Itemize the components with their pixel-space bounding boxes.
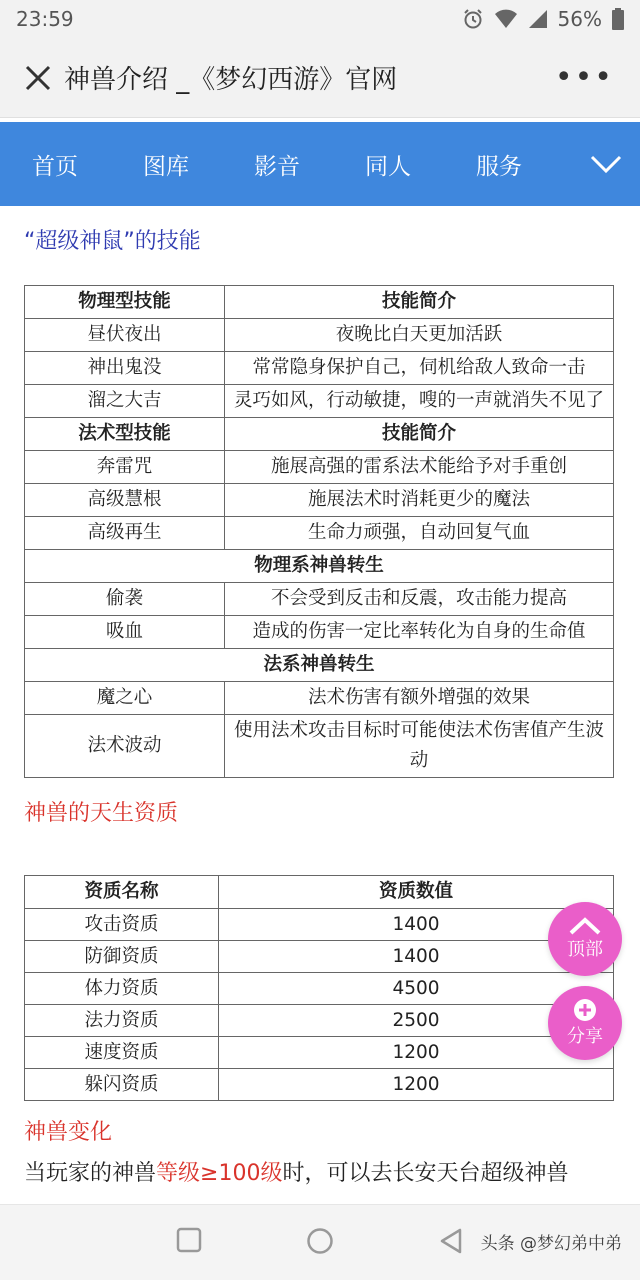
wifi-icon	[494, 9, 518, 29]
skill-name: 高级慧根	[25, 484, 225, 517]
aptitude-table	[24, 875, 614, 1101]
page-title: 神兽介绍 _《梦幻西游》官网	[64, 65, 398, 95]
table-row	[25, 583, 614, 616]
skill-description: 生命力顽强，自动回复气血	[225, 517, 614, 550]
status-icons	[462, 7, 624, 31]
section-title-aptitude: 神兽的天生资质	[24, 801, 179, 826]
battery-icon	[612, 8, 624, 30]
skill-description: 常常隐身保护自己，伺机给敌人致命一击	[225, 352, 614, 385]
aptitude-value: 2500	[219, 1005, 614, 1037]
table-row	[25, 909, 614, 941]
para-text-pre: 当玩家的神兽	[24, 1161, 157, 1186]
nav-item-media[interactable]: 影音	[254, 153, 300, 180]
aptitude-value: 4500	[219, 973, 614, 1005]
alarm-icon	[462, 8, 484, 30]
table-row	[25, 451, 614, 484]
table-row	[25, 1069, 614, 1101]
skill-description: 不会受到反击和反震，攻击能力提高	[225, 583, 614, 616]
aptitude-value: 1200	[219, 1037, 614, 1069]
back-icon[interactable]	[438, 1227, 464, 1255]
signal-icon	[528, 9, 548, 29]
skill-description: 施展高强的雷系法术能给予对手重创	[225, 451, 614, 484]
section-header-cell: 法系神兽转生	[25, 649, 614, 682]
aptitude-name: 躲闪资质	[25, 1069, 219, 1101]
share-button[interactable]	[548, 986, 622, 1060]
table-header-row	[25, 418, 614, 451]
nav-item-home[interactable]: 首页	[32, 153, 78, 180]
browser-title-bar	[0, 38, 640, 118]
header-skill-category: 法术型技能	[25, 418, 225, 451]
site-nav	[0, 122, 640, 206]
header-skill-category: 物理型技能	[25, 286, 225, 319]
skill-name: 高级再生	[25, 517, 225, 550]
table-row	[25, 352, 614, 385]
table-row	[25, 319, 614, 352]
status-time: 23:59	[16, 7, 74, 31]
battery-level: 56%	[557, 7, 602, 31]
aptitude-value: 1400	[219, 909, 614, 941]
more-options-icon[interactable]: •••	[554, 60, 614, 95]
skills-table	[24, 285, 614, 778]
aptitude-name: 法力资质	[25, 1005, 219, 1037]
skill-description: 施展法术时消耗更少的魔法	[225, 484, 614, 517]
close-icon[interactable]	[18, 64, 58, 92]
table-row	[25, 484, 614, 517]
article-content	[0, 224, 640, 1187]
transform-paragraph	[24, 1156, 616, 1187]
para-highlight: 等级≥100级	[156, 1161, 283, 1186]
table-header-row	[25, 876, 614, 909]
table-header-row	[25, 550, 614, 583]
nav-item-fan-art[interactable]: 同人	[365, 153, 411, 180]
skill-name: 法术波动	[25, 715, 225, 778]
nav-item-gallery[interactable]: 图库	[143, 153, 189, 180]
nav-item-service[interactable]: 服务	[476, 153, 522, 180]
home-icon[interactable]	[306, 1227, 334, 1255]
skill-description: 法术伤害有额外增强的效果	[225, 682, 614, 715]
table-header-row	[25, 649, 614, 682]
skill-description: 夜晚比白天更加活跃	[225, 319, 614, 352]
aptitude-name: 攻击资质	[25, 909, 219, 941]
aptitude-name: 防御资质	[25, 941, 219, 973]
section-title-transform: 神兽变化	[24, 1120, 113, 1145]
table-row	[25, 1005, 614, 1037]
para-text-post: 时，可以去长安天台超级神兽	[282, 1161, 569, 1186]
skill-name: 魔之心	[25, 682, 225, 715]
section-title-skills: “超级神鼠”的技能	[24, 229, 201, 254]
skill-name: 溜之大吉	[25, 385, 225, 418]
table-row	[25, 517, 614, 550]
aptitude-name: 速度资质	[25, 1037, 219, 1069]
chevron-down-icon[interactable]	[586, 144, 626, 184]
skill-name: 奔雷咒	[25, 451, 225, 484]
skill-name: 吸血	[25, 616, 225, 649]
table-row	[25, 616, 614, 649]
table-row	[25, 1037, 614, 1069]
aptitude-name: 体力资质	[25, 973, 219, 1005]
table-row	[25, 385, 614, 418]
skill-name: 神出鬼没	[25, 352, 225, 385]
header-aptitude-name: 资质名称	[25, 876, 219, 909]
skill-description: 使用法术攻击目标时可能使法术伤害值产生波动	[225, 715, 614, 778]
skill-name: 昼伏夜出	[25, 319, 225, 352]
recent-apps-icon[interactable]	[176, 1227, 202, 1253]
back-to-top-label: 顶部	[567, 939, 603, 960]
header-skill-desc: 技能简介	[225, 418, 614, 451]
aptitude-value: 1200	[219, 1069, 614, 1101]
back-to-top-button[interactable]	[548, 902, 622, 976]
aptitude-value: 1400	[219, 941, 614, 973]
table-header-row	[25, 286, 614, 319]
skill-description: 造成的伤害一定比率转化为自身的生命值	[225, 616, 614, 649]
table-row	[25, 973, 614, 1005]
table-row	[25, 941, 614, 973]
plus-circle-icon	[573, 998, 597, 1022]
skill-name: 偷袭	[25, 583, 225, 616]
system-nav-bar	[0, 1204, 640, 1280]
skill-description: 灵巧如风，行动敏捷，嗖的一声就消失不见了	[225, 385, 614, 418]
status-bar	[0, 0, 640, 38]
share-label: 分享	[567, 1026, 603, 1047]
chevron-up-icon	[568, 917, 602, 935]
table-row	[25, 682, 614, 715]
table-row	[25, 715, 614, 778]
header-aptitude-value: 资质数值	[219, 876, 614, 909]
section-header-cell: 物理系神兽转生	[25, 550, 614, 583]
header-skill-desc: 技能简介	[225, 286, 614, 319]
watermark-text: 头条 @梦幻弟中弟	[480, 1234, 622, 1254]
